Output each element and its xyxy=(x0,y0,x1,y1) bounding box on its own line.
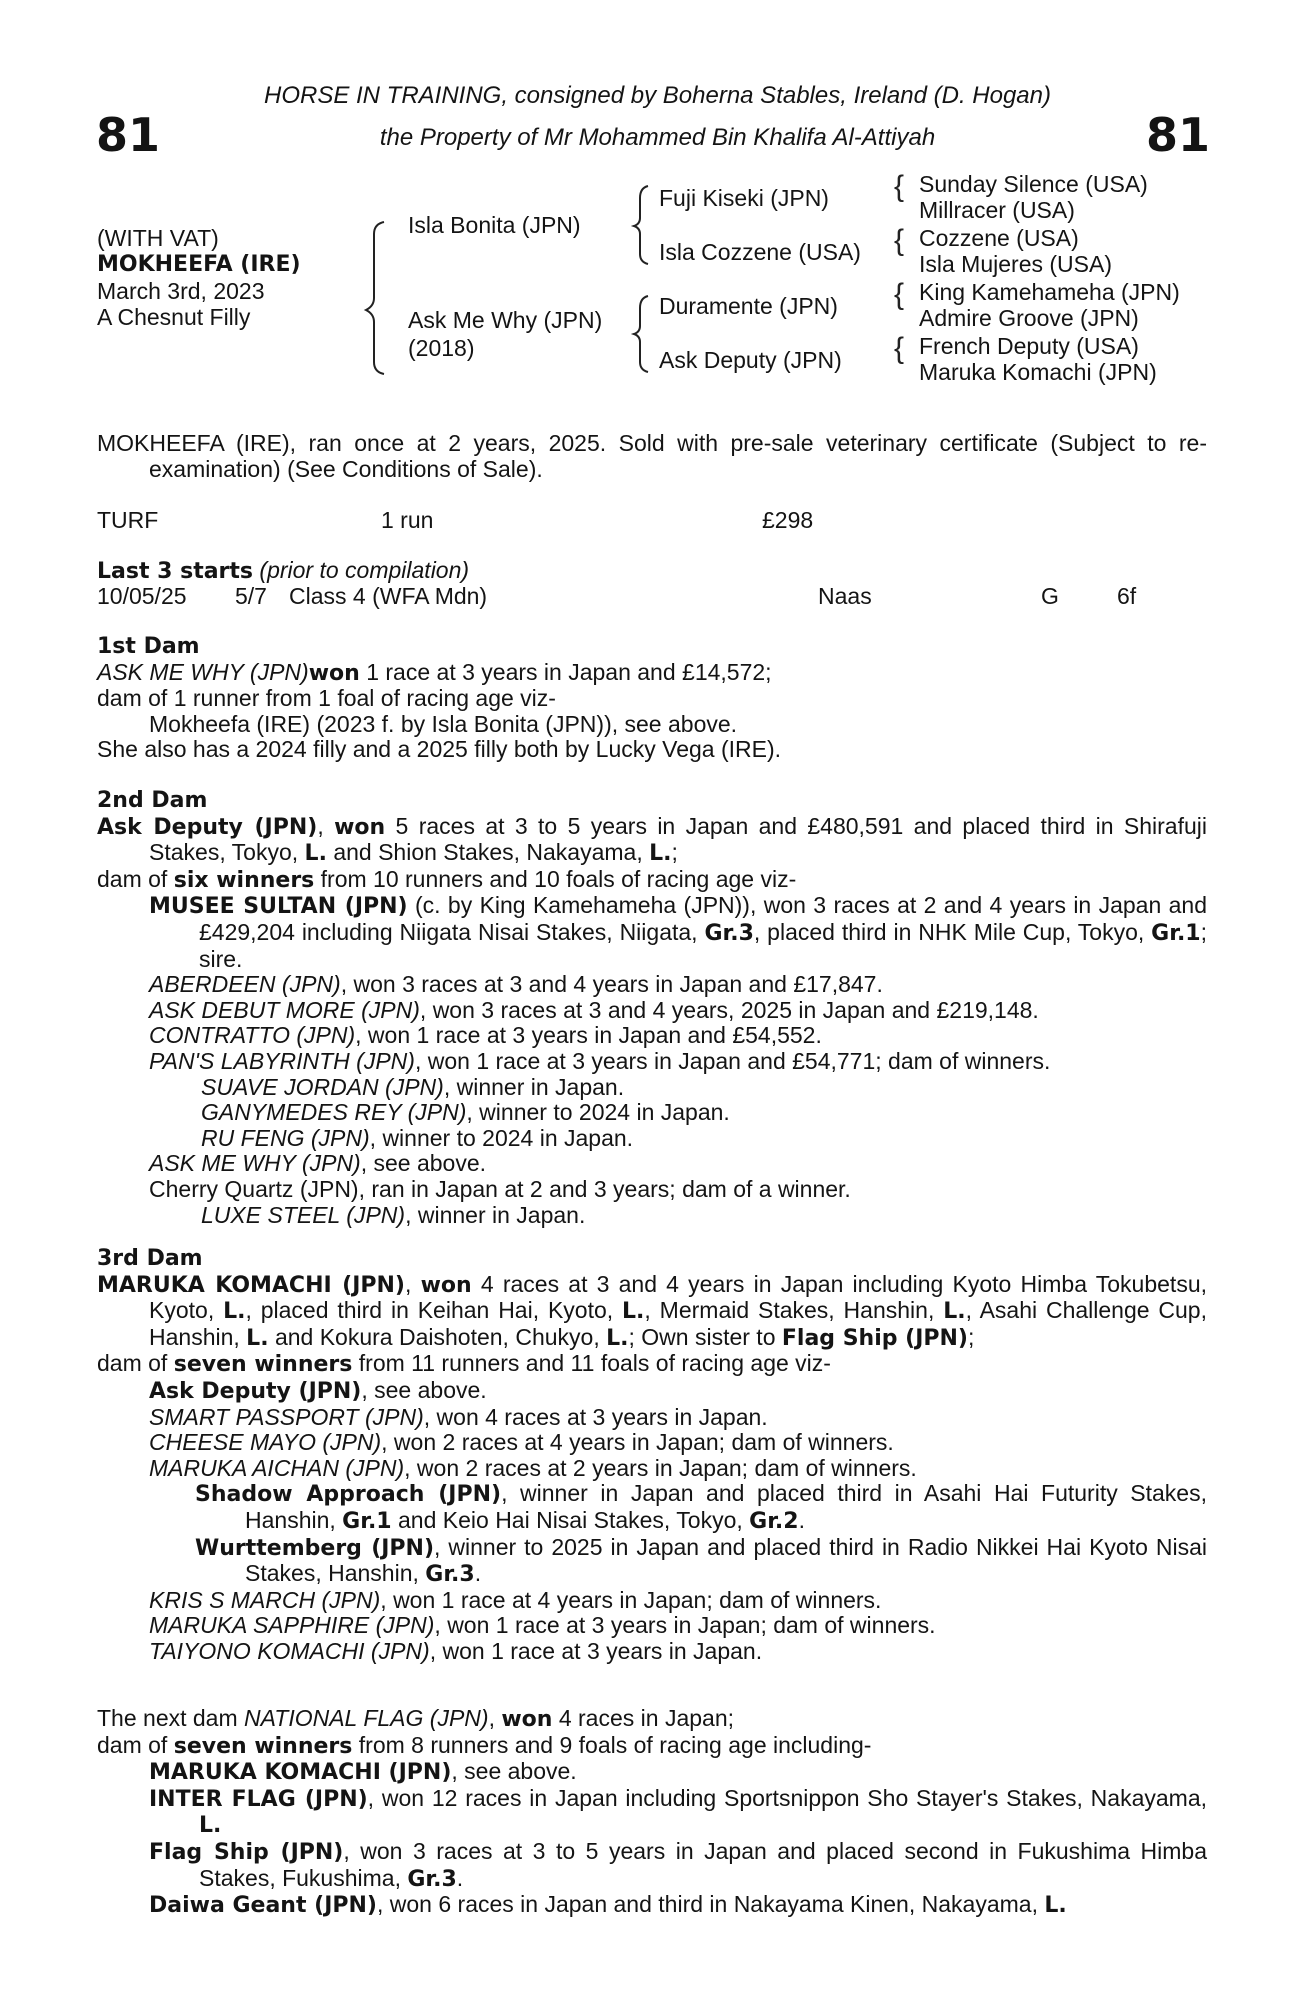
text: , see above. xyxy=(451,1758,577,1785)
first-dam-produce: dam of 1 runner from 1 foal of racing age viz- xyxy=(97,685,556,712)
listed-label: L. xyxy=(304,841,327,867)
pedigree-sds: Cozzene (USA) xyxy=(919,225,1079,251)
horse-name: MOKHEEFA (IRE) xyxy=(97,252,301,277)
next-dam-record xyxy=(97,1706,1207,1733)
listed-label: L. xyxy=(622,1299,645,1325)
second-dam-produce xyxy=(97,867,1207,894)
ganymedes-rey xyxy=(97,1100,1207,1126)
third-dam-produce xyxy=(97,1351,1207,1378)
pedigree-dsd: Admire Groove (JPN) xyxy=(919,305,1139,331)
text: . xyxy=(474,1560,482,1587)
grade-label: Gr.2 xyxy=(749,1508,799,1534)
text: . xyxy=(456,1864,464,1891)
text: , won 3 races at 3 to 5 years in Japan and placed second in Fukushima Himba Stakes, Fukushima, xyxy=(199,1837,1207,1891)
text: , winner in Japan. xyxy=(405,1201,586,1228)
first-dam-record: 1 race at 3 years in Japan and £14,572; xyxy=(359,658,772,685)
cherry-quartz: Cherry Quartz (JPN), ran in Japan at 2 and 3 years; dam of a winner. xyxy=(149,1175,851,1202)
pedigree-dam-year: (2018) xyxy=(408,335,475,361)
text: , Asahi Challenge Cup, Hanshin, xyxy=(149,1297,1207,1350)
text: , won 1 race at 3 years in Japan and £54,771; dam of winners. xyxy=(414,1047,1051,1074)
wurttemberg xyxy=(97,1535,1207,1588)
start-date: 10/05/25 xyxy=(97,583,187,609)
text: , winner to 2024 in Japan. xyxy=(466,1099,730,1126)
text: , winner to 2025 in Japan and placed third in Radio Nikkei Hai Kyoto Nisai Stakes, Hanshin, xyxy=(245,1533,1207,1587)
won-label: won xyxy=(334,814,386,840)
bracket-main xyxy=(366,222,384,374)
text: dam of xyxy=(97,865,174,892)
text: , won 12 races in Japan including Sportsnippon Sho Stayer's Stakes, Nakayama, xyxy=(367,1784,1207,1811)
lot-number-left: 81 xyxy=(96,108,161,162)
pedigree-dss: King Kamehameha (JPN) xyxy=(919,279,1180,305)
next-dam-section xyxy=(97,1706,1207,1919)
bracket-sire xyxy=(634,186,648,264)
listed-label: L. xyxy=(223,1299,246,1325)
text: 5 races at 3 to 5 years in Japan and £480,591 and placed third in Shirafuji Stakes, Tokyo, xyxy=(149,812,1208,866)
lot-number-right: 81 xyxy=(1146,108,1211,162)
text: , winner in Japan. xyxy=(443,1073,625,1100)
brace-3: { xyxy=(894,278,905,311)
first-dam-section xyxy=(97,634,1207,763)
consignor-line: HORSE IN TRAINING, consigned by Boherna Stables, Ireland (D. Hogan) xyxy=(263,82,1051,109)
horse-name: Flag Ship (JPN) xyxy=(781,1325,968,1351)
horse-name: CONTRATTO (JPN) xyxy=(149,1022,356,1049)
text: , won 2 races at 4 years in Japan; dam of winners. xyxy=(381,1429,894,1456)
text: , won 2 races at 2 years in Japan; dam of winners. xyxy=(404,1454,917,1481)
horse-name: TAIYONO KOMACHI (JPN) xyxy=(149,1637,430,1664)
pedigree-sss: Sunday Silence (USA) xyxy=(919,171,1148,197)
text: from 11 runners and 11 foals of racing age viz- xyxy=(352,1350,831,1377)
record-runs: 1 run xyxy=(381,507,434,533)
grade-label: Gr.3 xyxy=(704,920,754,946)
grade-label: Gr.1 xyxy=(342,1508,392,1534)
horse-name: Ask Deputy (JPN) xyxy=(149,1378,362,1404)
horse-name: Daiwa Geant (JPN) xyxy=(149,1893,377,1919)
winners-count: seven winners xyxy=(173,1352,353,1378)
musee-sultan xyxy=(97,893,1207,972)
record-earnings: £298 xyxy=(762,507,814,533)
text: The next dam xyxy=(97,1705,245,1731)
summary-section xyxy=(97,431,1207,482)
listed-label: L. xyxy=(199,1813,222,1839)
grade-label: Gr.3 xyxy=(407,1866,457,1892)
sep: , xyxy=(317,812,335,839)
horse-name: INTER FLAG (JPN) xyxy=(149,1786,368,1812)
text: , won 1 race at 3 years in Japan. xyxy=(429,1637,763,1664)
text: 4 races at 3 and 4 years in Japan including Kyoto Himba Tokubetsu, Kyoto, xyxy=(149,1270,1207,1324)
ask-me-why xyxy=(97,1151,1207,1177)
horse-name: RU FENG (JPN) xyxy=(201,1124,370,1151)
text: (c. by King Kamehameha (JPN)), won 3 races at 2 and 4 years in Japan and £429,204 including Niigata Nisai Stakes, Niigata, xyxy=(199,892,1208,945)
pedigree-sire-dam: Isla Cozzene (USA) xyxy=(659,239,861,265)
second-dam-section xyxy=(97,788,1207,1228)
contratto xyxy=(97,1023,1207,1049)
summary-text: MOKHEEFA (IRE), ran once at 2 years, 2025. Sold with pre-sale veterinary certificate (Subject to re-examination) (See Conditions of Sale). xyxy=(97,430,1207,482)
listed-label: L. xyxy=(1044,1893,1067,1919)
horse-name: MARUKA AICHAN (JPN) xyxy=(149,1454,405,1481)
horse-name: Flag Ship (JPN) xyxy=(149,1839,344,1865)
horse-name: ABERDEEN (JPN) xyxy=(149,971,341,998)
text: , won 3 races at 3 and 4 years in Japan and £17,847. xyxy=(340,971,883,998)
start-distance: 6f xyxy=(1117,583,1137,609)
horse-name: KRIS S MARCH (JPN) xyxy=(149,1586,381,1613)
sep: , xyxy=(488,1705,502,1731)
horse-name: GANYMEDES REY (JPN) xyxy=(201,1099,467,1126)
horse-dob: March 3rd, 2023 xyxy=(97,278,265,304)
horse-name: LUXE STEEL (JPN) xyxy=(201,1201,406,1228)
won-label: won xyxy=(420,1272,472,1298)
horse-name: SUAVE JORDAN (JPN) xyxy=(201,1073,444,1100)
horse-description: A Chesnut Filly xyxy=(97,304,251,330)
last-starts-heading: Last 3 starts xyxy=(97,559,254,584)
text: , Mermaid Stakes, Hanshin, xyxy=(644,1297,944,1324)
pans-labyrinth xyxy=(97,1049,1207,1075)
horse-name: CHEESE MAYO (JPN) xyxy=(149,1429,382,1456)
inter-flag xyxy=(97,1786,1207,1839)
first-dam-foal: Mokheefa (IRE) (2023 f. by Isla Bonita (JPN)), see above. xyxy=(149,710,738,737)
brace-1: { xyxy=(894,170,905,203)
taiyono-komachi xyxy=(97,1639,1207,1665)
text: ; Own sister to xyxy=(628,1323,782,1350)
text: , won 1 race at 3 years in Japan and £54,552. xyxy=(355,1022,822,1049)
ask-deputy xyxy=(97,1378,1207,1405)
text: , won 1 race at 4 years in Japan; dam of winners. xyxy=(380,1586,882,1613)
text: , placed third in Keihan Hai, Kyoto, xyxy=(245,1297,623,1324)
grade-label: Gr.3 xyxy=(425,1562,475,1588)
third-dam-section xyxy=(97,1246,1207,1665)
cheese-mayo xyxy=(97,1430,1207,1456)
winners-count: seven winners xyxy=(173,1733,353,1759)
text: from 8 runners and 9 foals of racing age including- xyxy=(352,1731,872,1758)
ru-feng xyxy=(97,1126,1207,1152)
text: 4 races in Japan; xyxy=(552,1705,735,1731)
pedigree-dam-sire: Duramente (JPN) xyxy=(659,293,838,319)
vat-note: (WITH VAT) xyxy=(97,225,219,251)
start-course: Naas xyxy=(818,583,872,609)
next-dam-produce xyxy=(97,1733,1207,1760)
second-dam-name: Ask Deputy (JPN) xyxy=(97,814,318,840)
first-dam-line xyxy=(97,660,1207,687)
text: . xyxy=(798,1506,805,1533)
pedigree-dam-dam: Ask Deputy (JPN) xyxy=(659,347,842,373)
third-dam-name: MARUKA KOMACHI (JPN) xyxy=(97,1272,405,1298)
maruka-sapphire xyxy=(97,1613,1207,1639)
text: ; xyxy=(671,839,678,866)
third-dam-record xyxy=(97,1272,1207,1352)
text: , won 4 races at 3 years in Japan. xyxy=(423,1403,768,1430)
pedigree-ssd: Millracer (USA) xyxy=(919,197,1075,223)
text: dam of xyxy=(97,1350,174,1377)
first-dam-note: She also has a 2024 filly and a 2025 filly both by Lucky Vega (IRE). xyxy=(97,736,782,763)
smart-passport xyxy=(97,1405,1207,1431)
text: , placed third in NHK Mile Cup, Tokyo, xyxy=(753,918,1152,945)
text: , won 6 races in Japan and third in Nakayama Kinen, Nakayama, xyxy=(376,1891,1045,1918)
horse-name: MARUKA KOMACHI (JPN) xyxy=(149,1760,452,1786)
text: , won 3 races at 3 and 4 years, 2025 in Japan and £219,148. xyxy=(419,996,1039,1023)
flag-ship xyxy=(97,1839,1207,1892)
first-dam-name: ASK ME WHY (JPN) xyxy=(97,658,309,685)
start-going: G xyxy=(1041,583,1059,609)
next-dam-name: NATIONAL FLAG (JPN) xyxy=(244,1705,489,1731)
ask-debut-more xyxy=(97,998,1207,1024)
kris-s-march xyxy=(97,1588,1207,1614)
second-dam-record xyxy=(97,814,1207,867)
horse-name: SMART PASSPORT (JPN) xyxy=(149,1403,424,1430)
horse-name: MARUKA SAPPHIRE (JPN) xyxy=(149,1612,435,1639)
brace-4: { xyxy=(894,332,905,365)
horse-name: Wurttemberg (JPN) xyxy=(195,1535,435,1561)
text: , see above. xyxy=(361,1376,487,1403)
start-race: Class 4 (WFA Mdn) xyxy=(289,583,488,609)
sep: , xyxy=(404,1270,421,1297)
daiwa-geant xyxy=(97,1892,1207,1919)
pedigree-sire-sire: Fuji Kiseki (JPN) xyxy=(659,185,829,211)
maruka-aichan xyxy=(97,1456,1207,1482)
text: dam of xyxy=(97,1731,174,1758)
horse-name: Shadow Approach (JPN) xyxy=(195,1482,502,1508)
text: , won 1 race at 3 years in Japan; dam of winners. xyxy=(434,1612,936,1639)
won-label: won xyxy=(501,1707,553,1732)
last-starts-note: (prior to compilation) xyxy=(259,557,470,583)
listed-label: L. xyxy=(246,1325,269,1351)
suave-jordan xyxy=(97,1075,1207,1101)
pedigree-dds: French Deputy (USA) xyxy=(919,333,1139,359)
pedigree-sire: Isla Bonita (JPN) xyxy=(408,212,581,238)
shadow-approach xyxy=(97,1481,1207,1534)
listed-label: L. xyxy=(649,841,672,867)
won-label: won xyxy=(308,660,360,686)
brace-2: { xyxy=(894,224,905,257)
horse-name: ASK DEBUT MORE (JPN) xyxy=(149,996,420,1023)
second-dam-heading: 2nd Dam xyxy=(97,788,208,813)
start-position: 5/7 xyxy=(235,583,267,609)
listed-label: L. xyxy=(606,1325,629,1351)
pedigree-dam: Ask Me Why (JPN) xyxy=(408,307,603,333)
text: , see above. xyxy=(360,1150,487,1177)
first-dam-heading: 1st Dam xyxy=(97,634,200,659)
text: from 10 runners and 10 foals of racing age viz- xyxy=(314,865,797,892)
text: and Shion Stakes, Nakayama, xyxy=(326,839,650,866)
horse-name: MUSEE SULTAN (JPN) xyxy=(149,894,408,920)
text: , winner to 2024 in Japan. xyxy=(369,1124,634,1151)
record-surface: TURF xyxy=(97,507,159,533)
bracket-dam xyxy=(634,296,648,372)
maruka-komachi xyxy=(97,1759,1207,1786)
text: and Kokura Daishoten, Chukyo, xyxy=(268,1323,607,1350)
winners-count: six winners xyxy=(173,867,315,893)
property-line: the Property of Mr Mohammed Bin Khalifa Al-Attiyah xyxy=(379,124,936,151)
text: and Keio Hai Nisai Stakes, Tokyo, xyxy=(391,1506,750,1533)
horse-name: PAN'S LABYRINTH (JPN) xyxy=(149,1047,415,1074)
last-starts-heading-line xyxy=(97,558,469,585)
third-dam-heading: 3rd Dam xyxy=(97,1246,203,1271)
horse-name: ASK ME WHY (JPN) xyxy=(149,1150,361,1177)
text: ; sire. xyxy=(199,918,1207,972)
pedigree-ddd: Maruka Komachi (JPN) xyxy=(919,359,1157,385)
pedigree-sdd: Isla Mujeres (USA) xyxy=(919,251,1112,277)
luxe-steel xyxy=(97,1203,1207,1229)
listed-label: L. xyxy=(943,1299,966,1325)
grade-label: Gr.1 xyxy=(1151,920,1201,946)
text: , winner in Japan and placed third in Asahi Hai Futurity Stakes, Hanshin, xyxy=(245,1480,1207,1533)
text: ; xyxy=(967,1323,975,1350)
aberdeen xyxy=(97,972,1207,998)
